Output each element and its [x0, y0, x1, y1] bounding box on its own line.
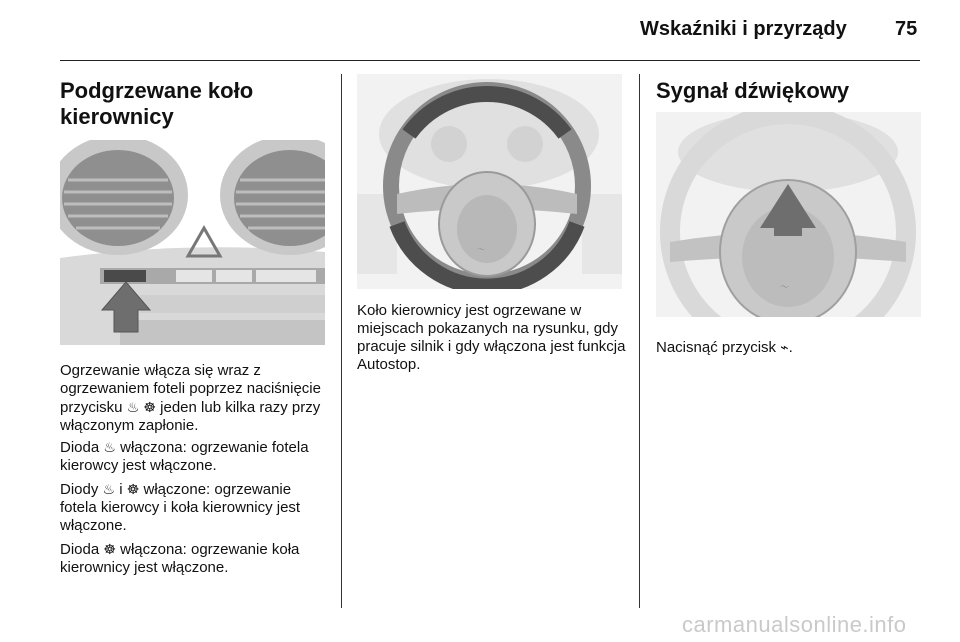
column-divider-1: [341, 74, 342, 608]
paragraph-heated-zones: Koło kierownicy jest ogrzewane w miejscach pokazanych na rysunku, gdy pracuje silnik i gdy włączona jest funkcja Autostop.: [357, 302, 626, 373]
paragraph-horn-text-a: Nacisnąć przycisk: [656, 339, 777, 356]
seat-heating-icon: ♨: [126, 399, 140, 415]
dashboard-heating-button-figure: [60, 140, 325, 345]
running-header-title: Wskaźniki i przyrządy: [640, 18, 847, 40]
paragraph-led-seat: [60, 438, 332, 475]
paragraph-horn: [656, 338, 926, 357]
svg-text:〜: 〜: [477, 245, 485, 254]
paragraph-activation: [60, 362, 330, 435]
paragraph-led-both-text-c: włączone: ogrzewanie fotela kierowcy i koła kierownicy jest włączone.: [60, 481, 301, 534]
paragraph-led-wheel-text-b: włączona: ogrzewanie koła kierownicy jest włączone.: [60, 541, 300, 576]
paragraph-activation-text-a: Ogrzewanie włącza się wraz z ogrzewaniem foteli poprzez naciśnięcie przycisku: [60, 362, 321, 416]
header-rule: [60, 60, 920, 61]
horn-steering-wheel-figure: [656, 112, 921, 317]
seat-heating-icon: ♨: [102, 481, 116, 497]
watermark: carmanualsonline.info: [682, 612, 907, 637]
paragraph-activation-text-b: jeden lub kilka razy przy włączonym zapłonie.: [60, 399, 321, 434]
paragraph-led-both-text-a: Diody: [60, 481, 99, 498]
page-number: 75: [895, 18, 918, 40]
steering-wheel-heating-icon: ☸: [103, 541, 116, 557]
section-title-line-1: Podgrzewane koło: [60, 78, 254, 103]
paragraph-horn-text-b: .: [788, 339, 793, 356]
steering-wheel-heating-icon: ☸: [126, 481, 140, 497]
section-title-line-2: kierownicy: [60, 104, 174, 129]
heated-steering-wheel-figure: [357, 74, 622, 289]
paragraph-led-both: [60, 480, 330, 535]
horn-icon: ⌁: [780, 339, 789, 355]
section-title-heated-steering-wheel: [60, 78, 330, 130]
section-title-horn: Sygnał dźwiękowy: [656, 78, 850, 103]
paragraph-led-seat-text-b: włączona: ogrzewanie fotela kierowcy jest włączone.: [60, 439, 309, 474]
column-divider-2: [639, 74, 640, 608]
svg-text:〜: 〜: [780, 283, 790, 293]
paragraph-led-both-text-b: i: [119, 481, 123, 498]
paragraph-led-wheel: [60, 540, 330, 577]
paragraph-led-wheel-text-a: Dioda: [60, 541, 100, 558]
paragraph-led-seat-text-a: Dioda: [60, 439, 100, 456]
steering-wheel-heating-icon: ☸: [143, 399, 156, 415]
seat-heating-icon: ♨: [103, 439, 116, 455]
